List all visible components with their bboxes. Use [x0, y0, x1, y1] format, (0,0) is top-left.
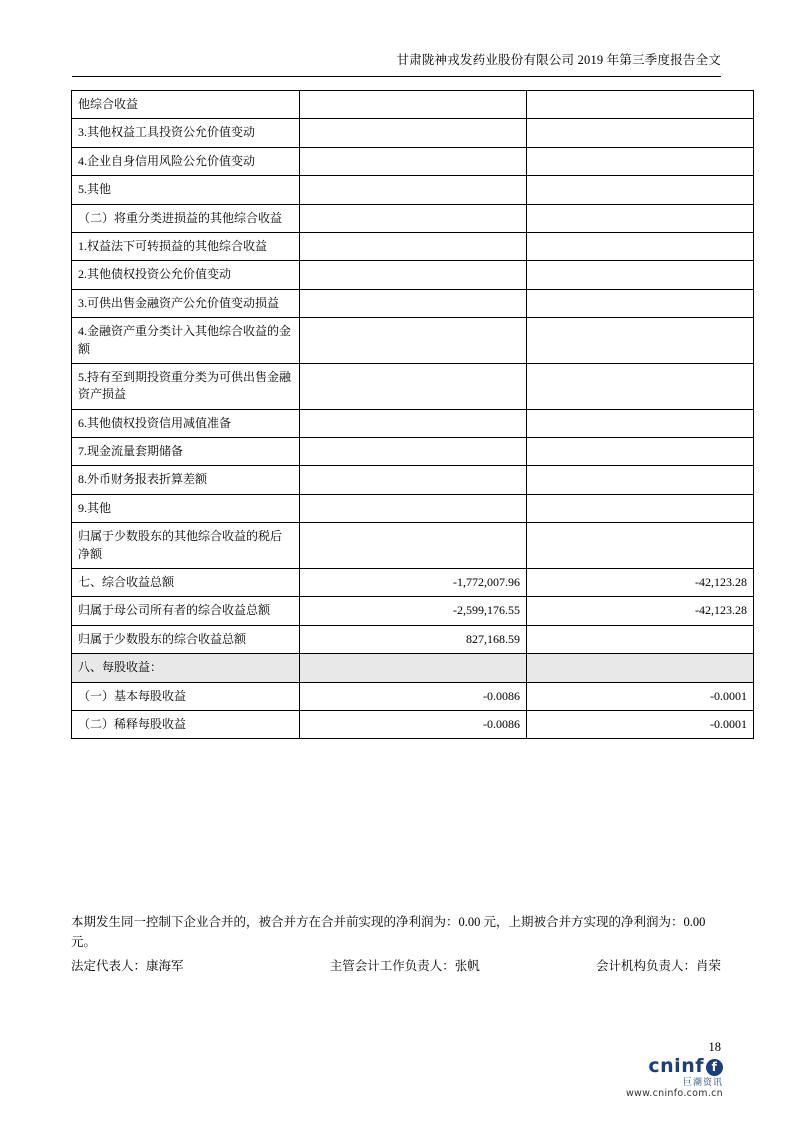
row-label: 8.外币财务报表折算差额 — [72, 466, 300, 494]
row-label: 归属于少数股东的其他综合收益的税后净额 — [72, 523, 300, 569]
row-value-current-period: -1,772,007.96 — [300, 569, 527, 597]
row-label: （二）稀释每股收益 — [72, 710, 300, 738]
row-label: 1.权益法下可转损益的其他综合收益 — [72, 232, 300, 260]
row-label: 4.企业自身信用风险公允价值变动 — [72, 147, 300, 175]
cninfo-logo — [626, 1056, 723, 1100]
table-row — [72, 569, 754, 597]
row-value-prior-period — [527, 176, 754, 204]
row-value-current-period — [300, 91, 527, 119]
row-value-prior-period — [527, 232, 754, 260]
row-value-current-period: 827,168.59 — [300, 625, 527, 653]
row-value-current-period — [300, 176, 527, 204]
table-row — [72, 682, 754, 710]
accounting-head: 主管会计工作负责人：张帆 — [329, 959, 480, 973]
row-label: （二）将重分类进损益的其他综合收益 — [72, 204, 300, 232]
row-value-prior-period — [527, 625, 754, 653]
row-label: 七、综合收益总额 — [72, 569, 300, 597]
row-label: 八、每股收益： — [72, 654, 300, 682]
legal-representative: 法定代表人：康海军 — [71, 959, 184, 973]
row-value-prior-period — [527, 289, 754, 317]
row-value-prior-period: -42,123.28 — [527, 569, 754, 597]
brand-name-chinese: 巨潮资讯 — [682, 1077, 723, 1088]
table-row — [72, 438, 754, 466]
row-value-current-period — [300, 119, 527, 147]
row-value-current-period — [300, 232, 527, 260]
table-row — [72, 318, 754, 364]
table-row — [72, 289, 754, 317]
row-value-prior-period — [527, 119, 754, 147]
accounting-organization-head: 会计机构负责人：肖荣 — [595, 959, 721, 973]
row-label: 3.可供出售金融资产公允价值变动损益 — [72, 289, 300, 317]
row-label: 2.其他债权投资公允价值变动 — [72, 261, 300, 289]
brand-mark-icon: f — [706, 1059, 723, 1076]
row-value-current-period: -0.0086 — [300, 710, 527, 738]
table-body — [72, 91, 754, 739]
row-value-current-period — [300, 261, 527, 289]
signature-line — [71, 956, 721, 974]
row-label: 4.金融资产重分类计入其他综合收益的金额 — [72, 318, 300, 364]
brand-url: www.cninfo.com.cn — [625, 1088, 723, 1100]
brand-name — [626, 1056, 723, 1078]
row-label: 归属于少数股东的综合收益总额 — [72, 625, 300, 653]
row-value-prior-period — [527, 363, 754, 409]
row-value-current-period — [300, 654, 527, 682]
financial-table-container — [71, 90, 747, 739]
row-value-prior-period — [527, 204, 754, 232]
page-header: 甘肃陇神戎发药业股份有限公司 2019 年第三季度报告全文 — [396, 53, 721, 67]
row-value-current-period — [300, 438, 527, 466]
table-row — [72, 261, 754, 289]
table-row — [72, 119, 754, 147]
row-label: 他综合收益 — [72, 91, 300, 119]
table-row — [72, 523, 754, 569]
row-label: 9.其他 — [72, 494, 300, 522]
row-value-current-period — [300, 523, 527, 569]
row-value-prior-period — [527, 466, 754, 494]
row-value-prior-period: -0.0001 — [527, 682, 754, 710]
row-label: 7.现金流量套期储备 — [72, 438, 300, 466]
row-value-prior-period: -0.0001 — [527, 710, 754, 738]
page-number: 18 — [708, 1040, 721, 1054]
row-label: 归属于母公司所有者的综合收益总额 — [72, 597, 300, 625]
table-row — [72, 91, 754, 119]
table-row — [72, 204, 754, 232]
row-label: （一）基本每股收益 — [72, 682, 300, 710]
row-value-current-period — [300, 409, 527, 437]
table-row — [72, 710, 754, 738]
row-value-current-period — [300, 147, 527, 175]
row-value-current-period — [300, 289, 527, 317]
row-label: 6.其他债权投资信用减值准备 — [72, 409, 300, 437]
header-divider — [72, 76, 721, 77]
table-row — [72, 494, 754, 522]
table-row — [72, 232, 754, 260]
row-value-current-period: -0.0086 — [300, 682, 527, 710]
row-value-current-period — [300, 494, 527, 522]
row-value-current-period — [300, 363, 527, 409]
row-label: 5.其他 — [72, 176, 300, 204]
table-row — [72, 654, 754, 682]
table-row — [72, 147, 754, 175]
table-row — [72, 409, 754, 437]
row-value-prior-period — [527, 147, 754, 175]
table-row — [72, 597, 754, 625]
row-label: 5.持有至到期投资重分类为可供出售金融资产损益 — [72, 363, 300, 409]
row-value-prior-period — [527, 318, 754, 364]
row-value-current-period: -2,599,176.55 — [300, 597, 527, 625]
row-value-prior-period — [527, 523, 754, 569]
row-label: 3.其他权益工具投资公允价值变动 — [72, 119, 300, 147]
table-row — [72, 176, 754, 204]
row-value-prior-period: -42,123.28 — [527, 597, 754, 625]
row-value-current-period — [300, 466, 527, 494]
comprehensive-income-table — [71, 90, 754, 739]
row-value-prior-period — [527, 654, 754, 682]
table-row — [72, 466, 754, 494]
brand-text: cninf — [648, 1054, 704, 1077]
row-value-current-period — [300, 318, 527, 364]
row-value-prior-period — [527, 409, 754, 437]
row-value-prior-period — [527, 438, 754, 466]
table-row — [72, 625, 754, 653]
business-combination-note: 本期发生同一控制下企业合并的，被合并方在合并前实现的净利润为：0.00 元，上期被合并方实现的净利润为：0.00 元。 — [71, 915, 706, 949]
row-value-prior-period — [527, 91, 754, 119]
row-value-current-period — [300, 204, 527, 232]
row-value-prior-period — [527, 261, 754, 289]
row-value-prior-period — [527, 494, 754, 522]
table-row — [72, 363, 754, 409]
